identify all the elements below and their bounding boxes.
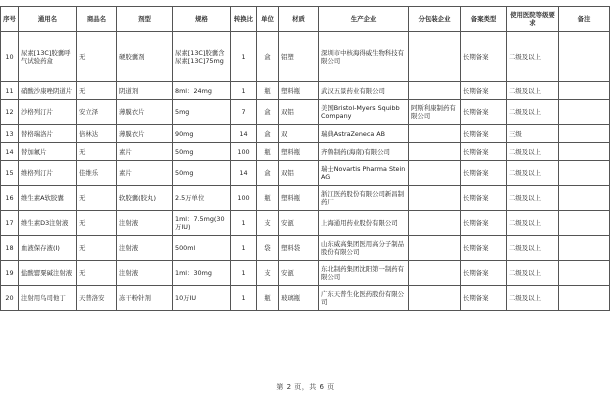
header-cell-material: 材质 bbox=[279, 7, 319, 32]
header-cell-brand: 商品名 bbox=[77, 7, 117, 32]
cell-spec: 1ml：7.5mg(30万IU) bbox=[173, 211, 231, 236]
cell-maker: 广东天普生化医药股份有限公司 bbox=[319, 286, 409, 311]
cell-name: 沙格列汀片 bbox=[19, 100, 77, 125]
page-footer: 第 2 页，共 6 页 bbox=[276, 383, 335, 391]
cell-name: 维生素A软胶囊 bbox=[19, 186, 77, 211]
cell-type: 长期备案 bbox=[461, 161, 507, 186]
cell-no: 11 bbox=[1, 82, 19, 100]
cell-note bbox=[559, 125, 610, 143]
table-row bbox=[1, 286, 610, 311]
cell-brand: 倍林达 bbox=[77, 125, 117, 143]
cell-material: 玻璃瓶 bbox=[279, 286, 319, 311]
header-cell-maker: 生产企业 bbox=[319, 7, 409, 32]
cell-spec: 50mg bbox=[173, 161, 231, 186]
table-row bbox=[1, 186, 610, 211]
cell-note bbox=[559, 82, 610, 100]
table-row bbox=[1, 236, 610, 261]
cell-no: 10 bbox=[1, 32, 19, 82]
cell-packer bbox=[409, 125, 461, 143]
cell-unit: 瓶 bbox=[257, 186, 279, 211]
cell-type: 长期备案 bbox=[461, 32, 507, 82]
cell-note bbox=[559, 211, 610, 236]
cell-maker: 武汉五景药业有限公司 bbox=[319, 82, 409, 100]
cell-type: 长期备案 bbox=[461, 261, 507, 286]
cell-type: 长期备案 bbox=[461, 186, 507, 211]
cell-unit: 瓶 bbox=[257, 286, 279, 311]
header-cell-packer: 分包装企业 bbox=[409, 7, 461, 32]
cell-spec: 500ml bbox=[173, 236, 231, 261]
cell-form: 阴道剂 bbox=[117, 82, 173, 100]
cell-material: 塑料瓶 bbox=[279, 82, 319, 100]
cell-maker: 东北制药集团沈阳第一制药有限公司 bbox=[319, 261, 409, 286]
cell-ratio: 1 bbox=[231, 286, 257, 311]
table-header-row bbox=[1, 7, 610, 32]
cell-material: 铝塑 bbox=[279, 32, 319, 82]
cell-maker: 深圳市中核海得威生物科技有限公司 bbox=[319, 32, 409, 82]
cell-name: 注射用鸟司他丁 bbox=[19, 286, 77, 311]
cell-unit: 盒 bbox=[257, 32, 279, 82]
cell-level: 二级及以上 bbox=[507, 236, 559, 261]
cell-brand: 无 bbox=[77, 32, 117, 82]
cell-level: 二级及以上 bbox=[507, 161, 559, 186]
cell-packer bbox=[409, 261, 461, 286]
cell-form: 素片 bbox=[117, 161, 173, 186]
cell-type: 长期备案 bbox=[461, 100, 507, 125]
cell-form: 注射液 bbox=[117, 211, 173, 236]
cell-note bbox=[559, 100, 610, 125]
table-row bbox=[1, 211, 610, 236]
table-row bbox=[1, 82, 610, 100]
cell-type: 长期备案 bbox=[461, 143, 507, 161]
cell-note bbox=[559, 186, 610, 211]
cell-level: 二级及以上 bbox=[507, 32, 559, 82]
cell-level: 二级及以上 bbox=[507, 211, 559, 236]
cell-ratio: 14 bbox=[231, 161, 257, 186]
header-cell-level: 使用医院等级要求 bbox=[507, 7, 559, 32]
header-cell-note: 备注 bbox=[559, 7, 610, 32]
cell-unit: 瓶 bbox=[257, 143, 279, 161]
cell-no: 19 bbox=[1, 261, 19, 286]
cell-ratio: 1 bbox=[231, 261, 257, 286]
header-cell-form: 剂型 bbox=[117, 7, 173, 32]
table-row bbox=[1, 125, 610, 143]
cell-brand: 无 bbox=[77, 82, 117, 100]
cell-spec: 2.5万单位 bbox=[173, 186, 231, 211]
cell-spec: 5mg bbox=[173, 100, 231, 125]
cell-material: 塑料瓶 bbox=[279, 186, 319, 211]
cell-maker: 上海通用药业股份有限公司 bbox=[319, 211, 409, 236]
cell-packer bbox=[409, 143, 461, 161]
table-row bbox=[1, 100, 610, 125]
cell-packer bbox=[409, 236, 461, 261]
cell-name: 替格瑞洛片 bbox=[19, 125, 77, 143]
cell-ratio: 14 bbox=[231, 125, 257, 143]
cell-form: 薄膜衣片 bbox=[117, 125, 173, 143]
cell-packer bbox=[409, 286, 461, 311]
cell-note bbox=[559, 161, 610, 186]
cell-maker: 山东威高集团医用高分子制品股份有限公司 bbox=[319, 236, 409, 261]
cell-maker: 瑞士Novartis Pharma Stein AG bbox=[319, 161, 409, 186]
cell-note bbox=[559, 236, 610, 261]
cell-packer: 阿斯利康制药有限公司 bbox=[409, 100, 461, 125]
cell-type: 长期备案 bbox=[461, 236, 507, 261]
cell-level: 二级及以上 bbox=[507, 82, 559, 100]
table-row bbox=[1, 161, 610, 186]
cell-maker: 美国Bristol-Myers Squibb Company bbox=[319, 100, 409, 125]
cell-material: 安瓿 bbox=[279, 261, 319, 286]
cell-ratio: 7 bbox=[231, 100, 257, 125]
cell-form: 注射液 bbox=[117, 261, 173, 286]
cell-packer bbox=[409, 186, 461, 211]
cell-no: 14 bbox=[1, 143, 19, 161]
cell-brand: 无 bbox=[77, 261, 117, 286]
cell-maker: 瑞典AstraZeneca AB bbox=[319, 125, 409, 143]
cell-brand: 无 bbox=[77, 236, 117, 261]
cell-ratio: 100 bbox=[231, 186, 257, 211]
cell-spec: 90mg bbox=[173, 125, 231, 143]
cell-name: 维格列汀片 bbox=[19, 161, 77, 186]
cell-level: 二级及以上 bbox=[507, 143, 559, 161]
cell-unit: 盒 bbox=[257, 161, 279, 186]
header-cell-spec: 规格 bbox=[173, 7, 231, 32]
cell-unit: 盒 bbox=[257, 100, 279, 125]
cell-brand: 安立泽 bbox=[77, 100, 117, 125]
cell-note bbox=[559, 261, 610, 286]
cell-unit: 盒 bbox=[257, 125, 279, 143]
cell-unit: 袋 bbox=[257, 236, 279, 261]
cell-name: 维生素D3注射液 bbox=[19, 211, 77, 236]
cell-spec: 50mg bbox=[173, 143, 231, 161]
cell-form: 硬胶囊剂 bbox=[117, 32, 173, 82]
cell-no: 15 bbox=[1, 161, 19, 186]
cell-no: 17 bbox=[1, 211, 19, 236]
cell-ratio: 1 bbox=[231, 211, 257, 236]
cell-packer bbox=[409, 161, 461, 186]
header-cell-no: 序号 bbox=[1, 7, 19, 32]
cell-no: 12 bbox=[1, 100, 19, 125]
header-cell-type: 备案类型 bbox=[461, 7, 507, 32]
cell-brand: 天普洛安 bbox=[77, 286, 117, 311]
cell-spec: 8ml：24mg bbox=[173, 82, 231, 100]
cell-name: 替加氟片 bbox=[19, 143, 77, 161]
table-row bbox=[1, 261, 610, 286]
cell-ratio: 1 bbox=[231, 32, 257, 82]
table-row bbox=[1, 143, 610, 161]
cell-material: 塑料瓶 bbox=[279, 143, 319, 161]
cell-unit: 支 bbox=[257, 211, 279, 236]
cell-spec: 10万IU bbox=[173, 286, 231, 311]
table-row bbox=[1, 32, 610, 82]
cell-level: 二级及以上 bbox=[507, 100, 559, 125]
cell-spec: 1ml：30mg bbox=[173, 261, 231, 286]
cell-form: 薄膜衣片 bbox=[117, 100, 173, 125]
cell-no: 20 bbox=[1, 286, 19, 311]
cell-name: 尿素[13C]胶囊呼气试验药盒 bbox=[19, 32, 77, 82]
cell-packer bbox=[409, 32, 461, 82]
cell-name: 血液保存液(I) bbox=[19, 236, 77, 261]
cell-level: 二级及以上 bbox=[507, 261, 559, 286]
cell-brand: 无 bbox=[77, 186, 117, 211]
cell-unit: 支 bbox=[257, 261, 279, 286]
cell-material: 双铝 bbox=[279, 161, 319, 186]
cell-packer bbox=[409, 211, 461, 236]
cell-type: 长期备案 bbox=[461, 286, 507, 311]
cell-unit: 瓶 bbox=[257, 82, 279, 100]
cell-ratio: 100 bbox=[231, 143, 257, 161]
cell-material: 双 bbox=[279, 125, 319, 143]
cell-level: 三级 bbox=[507, 125, 559, 143]
cell-brand: 无 bbox=[77, 211, 117, 236]
header-cell-unit: 单位 bbox=[257, 7, 279, 32]
cell-ratio: 1 bbox=[231, 82, 257, 100]
cell-material: 双铝 bbox=[279, 100, 319, 125]
cell-type: 长期备案 bbox=[461, 211, 507, 236]
cell-material: 塑料袋 bbox=[279, 236, 319, 261]
cell-type: 长期备案 bbox=[461, 125, 507, 143]
cell-no: 13 bbox=[1, 125, 19, 143]
cell-form: 素片 bbox=[117, 143, 173, 161]
cell-level: 二级及以上 bbox=[507, 286, 559, 311]
cell-spec: 尿素[13C]胶囊含尿素[13C]75mg bbox=[173, 32, 231, 82]
cell-brand: 佳维乐 bbox=[77, 161, 117, 186]
drug-registry-table bbox=[0, 6, 610, 311]
cell-no: 18 bbox=[1, 236, 19, 261]
cell-level: 二级及以上 bbox=[507, 186, 559, 211]
cell-type: 长期备案 bbox=[461, 82, 507, 100]
cell-no: 16 bbox=[1, 186, 19, 211]
cell-note bbox=[559, 143, 610, 161]
cell-ratio: 1 bbox=[231, 236, 257, 261]
cell-form: 冻干粉针剂 bbox=[117, 286, 173, 311]
cell-note bbox=[559, 286, 610, 311]
cell-form: 软胶囊(胶丸) bbox=[117, 186, 173, 211]
cell-note bbox=[559, 32, 610, 82]
cell-material: 安瓿 bbox=[279, 211, 319, 236]
header-cell-name: 通用名 bbox=[19, 7, 77, 32]
cell-brand: 无 bbox=[77, 143, 117, 161]
cell-maker: 浙江医药股份有限公司新昌制药厂 bbox=[319, 186, 409, 211]
cell-packer bbox=[409, 82, 461, 100]
cell-maker: 齐鲁制药(海南)有限公司 bbox=[319, 143, 409, 161]
cell-name: 盐酸罂粟碱注射液 bbox=[19, 261, 77, 286]
cell-name: 硝酸沙康唑阴道片 bbox=[19, 82, 77, 100]
cell-form: 注射液 bbox=[117, 236, 173, 261]
header-cell-ratio: 转换比 bbox=[231, 7, 257, 32]
